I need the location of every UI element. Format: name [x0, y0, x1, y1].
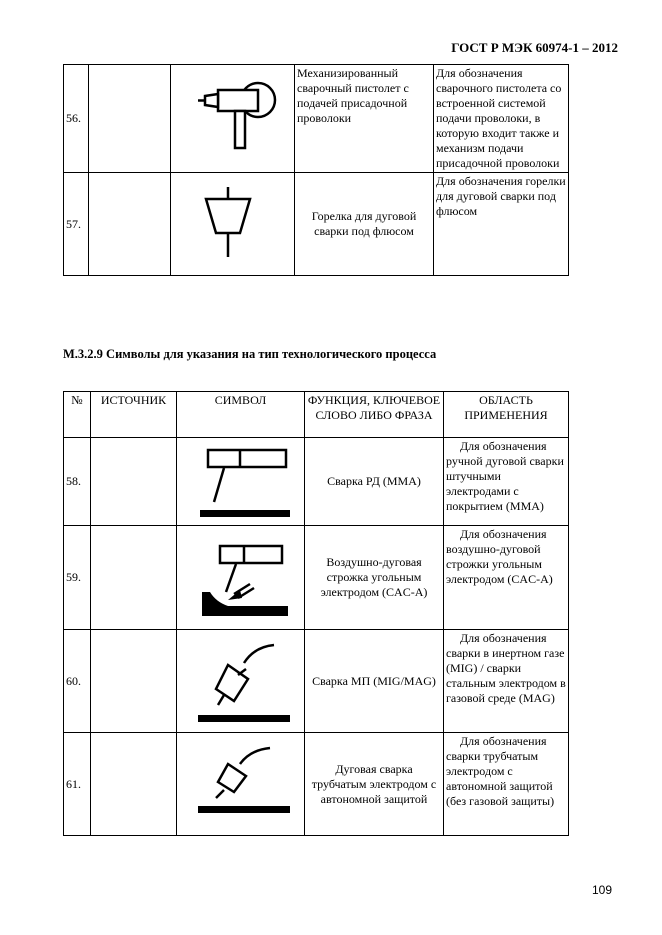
column-header-number: №: [64, 392, 91, 438]
application-area-cell: [444, 526, 569, 630]
row-number: 58.: [64, 438, 91, 526]
symbol-cell: [171, 65, 295, 173]
source-cell: [89, 65, 171, 173]
application-area-cell: Для обозначения сварочного пистолета со встроенной системой подачи проволоки, в которую входит также и механизм подачи присадочной проволоки: [434, 65, 569, 173]
mig-mag-welding-icon: [186, 635, 296, 727]
page-number: 109: [591, 883, 612, 897]
symbol-cell: [177, 733, 305, 836]
table-row: [64, 526, 569, 630]
row-number: 61.: [64, 733, 91, 836]
row-number: 57.: [64, 173, 89, 276]
table-row: [64, 65, 569, 173]
source-cell: [91, 526, 177, 630]
symbol-cell: [171, 173, 295, 276]
application-area-cell: [444, 630, 569, 733]
section-title: М.3.2.9 Символы для указания на тип технологического процесса: [63, 347, 437, 361]
table-header-row: [64, 392, 569, 438]
application-area-cell: [444, 733, 569, 836]
function-cell: Механизированный сварочный пистолет с подачей присадочной проволоки: [295, 65, 434, 173]
table-row: [64, 630, 569, 733]
table-row: [64, 733, 569, 836]
application-area-text: Для обозначения сварки трубчатым электродом с автономной защитой (без газовой защиты): [446, 734, 555, 808]
air-carbon-arc-gouging-icon: [186, 532, 296, 624]
welding-gun-wire-feed-icon: [178, 76, 288, 162]
symbol-cell: [177, 630, 305, 733]
symbols-table-continued: [63, 64, 569, 276]
row-number: 59.: [64, 526, 91, 630]
symbol-cell: [177, 526, 305, 630]
application-area-text: Для обозначения сварки в инертном газе (MIG) / сварки стальным электродом в газовой среде (MAG): [446, 631, 566, 705]
column-header-source: ИСТОЧНИК: [91, 392, 177, 438]
table-row: [64, 438, 569, 526]
column-header-function: ФУНКЦИЯ, КЛЮЧЕВОЕ СЛОВО ЛИБО ФРАЗА: [305, 392, 444, 438]
function-cell: Дуговая сварка трубчатым электродом с автономной защитой: [305, 733, 444, 836]
mma-welding-icon: [186, 442, 296, 522]
application-area-cell: Для обозначения горелки для дуговой сварки под флюсом: [434, 173, 569, 276]
submerged-arc-torch-icon: [193, 181, 273, 267]
source-cell: [91, 630, 177, 733]
document-header: ГОСТ Р МЭК 60974-1 – 2012: [451, 40, 618, 55]
column-header-symbol: СИМВОЛ: [177, 392, 305, 438]
function-cell: Воздушно-дуговая строжка угольным электродом (CAC-A): [305, 526, 444, 630]
function-cell: Горелка для дуговой сварки под флюсом: [295, 173, 434, 276]
flux-cored-arc-welding-icon: [186, 738, 296, 830]
process-symbols-table: [63, 391, 569, 836]
application-area-text: Для обозначения ручной дуговой сварки штучными электродами с покрытием (MMA): [446, 439, 564, 513]
source-cell: [89, 173, 171, 276]
application-area-cell: [444, 438, 569, 526]
row-number: 56.: [64, 65, 89, 173]
table-row: [64, 173, 569, 276]
row-number: 60.: [64, 630, 91, 733]
source-cell: [91, 438, 177, 526]
column-header-application-area: ОБЛАСТЬ ПРИМЕНЕНИЯ: [444, 392, 569, 438]
function-cell: Сварка МП (MIG/MAG): [305, 630, 444, 733]
symbol-cell: [177, 438, 305, 526]
function-cell: Сварка РД (MMA): [305, 438, 444, 526]
application-area-text: Для обозначения воздушно-дуговой строжки угольным электродом (CAC-A): [446, 527, 553, 586]
source-cell: [91, 733, 177, 836]
